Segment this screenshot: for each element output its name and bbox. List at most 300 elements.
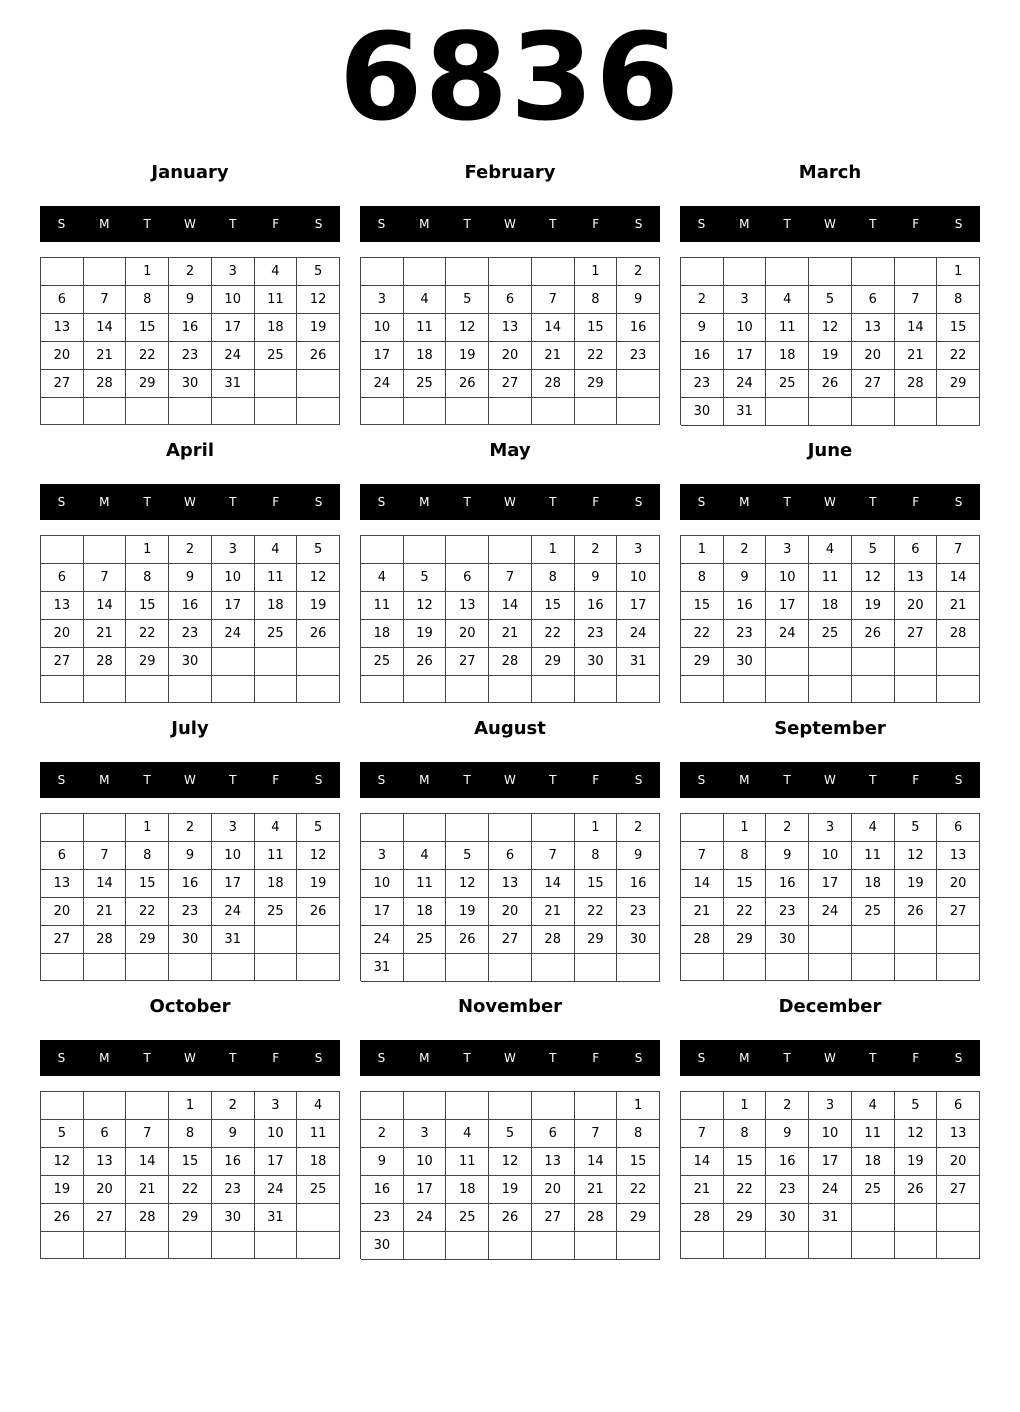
day-cell: 27 bbox=[937, 1176, 980, 1204]
weekday-label: T bbox=[783, 1051, 791, 1065]
day-cell: 27 bbox=[41, 926, 84, 954]
day-cell: 17 bbox=[361, 898, 404, 926]
weekday-header bbox=[40, 206, 340, 242]
weekday-label: S bbox=[634, 495, 643, 509]
day-cell: 6 bbox=[489, 842, 532, 870]
day-cell: 22 bbox=[169, 1176, 212, 1204]
day-cell: 14 bbox=[489, 592, 532, 620]
empty-cell bbox=[809, 926, 852, 954]
day-cell: 5 bbox=[809, 286, 852, 314]
weekday-label: S bbox=[314, 495, 323, 509]
weekday-label: T bbox=[549, 217, 557, 231]
day-cell: 5 bbox=[852, 536, 895, 564]
day-cell: 3 bbox=[212, 258, 255, 286]
empty-cell bbox=[84, 536, 127, 564]
day-cell: 23 bbox=[681, 370, 724, 398]
weekday-label: W bbox=[504, 217, 516, 231]
empty-cell bbox=[681, 1092, 724, 1120]
weekday-label: M bbox=[419, 773, 430, 787]
day-grid bbox=[40, 257, 340, 425]
day-cell: 25 bbox=[404, 926, 447, 954]
day-cell: 2 bbox=[681, 286, 724, 314]
empty-cell bbox=[126, 398, 169, 425]
day-cell: 25 bbox=[446, 1204, 489, 1232]
day-cell: 1 bbox=[126, 258, 169, 286]
day-cell: 9 bbox=[169, 842, 212, 870]
day-cell: 8 bbox=[617, 1120, 660, 1148]
weekday-label: F bbox=[592, 1051, 600, 1065]
day-cell: 3 bbox=[724, 286, 767, 314]
day-cell: 20 bbox=[532, 1176, 575, 1204]
day-cell: 8 bbox=[575, 286, 618, 314]
day-cell: 9 bbox=[766, 1120, 809, 1148]
day-cell: 15 bbox=[169, 1148, 212, 1176]
empty-cell bbox=[41, 1232, 84, 1259]
day-cell: 12 bbox=[852, 564, 895, 592]
day-cell: 10 bbox=[212, 564, 255, 592]
day-cell: 15 bbox=[681, 592, 724, 620]
empty-cell bbox=[809, 676, 852, 703]
empty-cell bbox=[489, 1232, 532, 1260]
weekday-label: T bbox=[783, 495, 791, 509]
day-cell: 28 bbox=[681, 926, 724, 954]
day-cell: 30 bbox=[169, 926, 212, 954]
day-cell: 21 bbox=[84, 342, 127, 370]
empty-cell bbox=[852, 926, 895, 954]
day-cell: 27 bbox=[489, 926, 532, 954]
day-cell: 9 bbox=[212, 1120, 255, 1148]
empty-cell bbox=[617, 676, 660, 703]
empty-cell bbox=[937, 1204, 980, 1232]
weekday-label: W bbox=[504, 773, 516, 787]
day-cell: 25 bbox=[809, 620, 852, 648]
day-cell: 19 bbox=[895, 1148, 938, 1176]
weekday-label: F bbox=[592, 773, 600, 787]
day-cell: 9 bbox=[361, 1148, 404, 1176]
weekday-label: T bbox=[143, 773, 151, 787]
weekday-label: T bbox=[463, 495, 471, 509]
day-cell: 21 bbox=[532, 898, 575, 926]
empty-cell bbox=[489, 536, 532, 564]
day-cell: 24 bbox=[255, 1176, 298, 1204]
day-cell: 1 bbox=[937, 258, 980, 286]
day-cell: 22 bbox=[532, 620, 575, 648]
empty-cell bbox=[255, 1232, 298, 1259]
weekday-label: M bbox=[739, 773, 750, 787]
day-cell: 20 bbox=[41, 898, 84, 926]
empty-cell bbox=[169, 1232, 212, 1259]
day-cell: 13 bbox=[937, 1120, 980, 1148]
weekday-label: S bbox=[57, 773, 66, 787]
empty-cell bbox=[404, 1232, 447, 1260]
day-cell: 28 bbox=[937, 620, 980, 648]
day-cell: 3 bbox=[617, 536, 660, 564]
weekday-label: T bbox=[229, 1051, 237, 1065]
day-cell: 29 bbox=[126, 370, 169, 398]
empty-cell bbox=[446, 954, 489, 982]
weekday-label: S bbox=[314, 1051, 323, 1065]
day-cell: 25 bbox=[404, 370, 447, 398]
day-cell: 5 bbox=[446, 286, 489, 314]
day-cell: 18 bbox=[852, 1148, 895, 1176]
empty-cell bbox=[404, 954, 447, 982]
weekday-label: F bbox=[592, 217, 600, 231]
day-cell: 28 bbox=[532, 370, 575, 398]
day-cell: 29 bbox=[126, 926, 169, 954]
weekday-label: F bbox=[272, 217, 280, 231]
empty-cell bbox=[937, 676, 980, 703]
day-cell: 20 bbox=[489, 342, 532, 370]
weekday-label: M bbox=[99, 1051, 110, 1065]
weekday-label: S bbox=[57, 495, 66, 509]
day-cell: 21 bbox=[489, 620, 532, 648]
day-cell: 31 bbox=[617, 648, 660, 676]
day-cell: 24 bbox=[617, 620, 660, 648]
empty-cell bbox=[297, 1232, 340, 1259]
empty-cell bbox=[937, 398, 980, 426]
weekday-label: S bbox=[377, 217, 386, 231]
day-cell: 27 bbox=[532, 1204, 575, 1232]
weekday-label: T bbox=[869, 1051, 877, 1065]
day-cell: 18 bbox=[446, 1176, 489, 1204]
weekday-header bbox=[680, 206, 980, 242]
day-cell: 4 bbox=[766, 286, 809, 314]
day-cell: 29 bbox=[532, 648, 575, 676]
day-cell: 2 bbox=[169, 814, 212, 842]
day-cell: 21 bbox=[575, 1176, 618, 1204]
weekday-label: M bbox=[739, 495, 750, 509]
empty-cell bbox=[489, 1092, 532, 1120]
day-cell: 16 bbox=[766, 870, 809, 898]
day-cell: 8 bbox=[724, 1120, 767, 1148]
day-cell: 21 bbox=[937, 592, 980, 620]
empty-cell bbox=[297, 648, 340, 676]
empty-cell bbox=[255, 954, 298, 981]
day-cell: 13 bbox=[895, 564, 938, 592]
empty-cell bbox=[446, 814, 489, 842]
day-cell: 8 bbox=[126, 842, 169, 870]
day-cell: 6 bbox=[41, 286, 84, 314]
day-cell: 8 bbox=[724, 842, 767, 870]
day-cell: 4 bbox=[361, 564, 404, 592]
weekday-label: T bbox=[869, 773, 877, 787]
day-cell: 5 bbox=[297, 258, 340, 286]
day-cell: 30 bbox=[766, 926, 809, 954]
day-grid bbox=[680, 257, 980, 425]
day-cell: 27 bbox=[937, 898, 980, 926]
day-cell: 15 bbox=[724, 870, 767, 898]
day-cell: 21 bbox=[681, 898, 724, 926]
weekday-label: S bbox=[377, 773, 386, 787]
day-cell: 9 bbox=[724, 564, 767, 592]
day-cell: 11 bbox=[404, 314, 447, 342]
weekday-label: T bbox=[143, 1051, 151, 1065]
day-cell: 6 bbox=[84, 1120, 127, 1148]
weekday-label: S bbox=[697, 773, 706, 787]
day-cell: 10 bbox=[361, 314, 404, 342]
day-cell: 25 bbox=[255, 620, 298, 648]
day-cell: 27 bbox=[852, 370, 895, 398]
day-cell: 18 bbox=[404, 898, 447, 926]
weekday-label: W bbox=[184, 217, 196, 231]
weekday-label: F bbox=[272, 773, 280, 787]
empty-cell bbox=[41, 676, 84, 703]
empty-cell bbox=[255, 370, 298, 398]
day-cell: 11 bbox=[809, 564, 852, 592]
day-cell: 2 bbox=[575, 536, 618, 564]
weekday-label: S bbox=[377, 1051, 386, 1065]
empty-cell bbox=[852, 258, 895, 286]
day-cell: 17 bbox=[212, 592, 255, 620]
empty-cell bbox=[84, 258, 127, 286]
day-cell: 20 bbox=[446, 620, 489, 648]
empty-cell bbox=[766, 954, 809, 981]
day-cell: 27 bbox=[41, 648, 84, 676]
empty-cell bbox=[446, 536, 489, 564]
day-cell: 26 bbox=[297, 898, 340, 926]
weekday-label: W bbox=[824, 495, 836, 509]
day-cell: 26 bbox=[895, 1176, 938, 1204]
empty-cell bbox=[809, 954, 852, 981]
weekday-label: F bbox=[592, 495, 600, 509]
day-cell: 24 bbox=[361, 926, 404, 954]
day-grid bbox=[40, 1091, 340, 1259]
day-cell: 24 bbox=[809, 898, 852, 926]
day-cell: 10 bbox=[212, 842, 255, 870]
day-cell: 9 bbox=[617, 842, 660, 870]
empty-cell bbox=[617, 370, 660, 398]
empty-cell bbox=[575, 676, 618, 703]
day-cell: 19 bbox=[41, 1176, 84, 1204]
weekday-label: S bbox=[954, 495, 963, 509]
day-cell: 24 bbox=[212, 342, 255, 370]
day-cell: 16 bbox=[575, 592, 618, 620]
day-cell: 21 bbox=[532, 342, 575, 370]
day-cell: 14 bbox=[575, 1148, 618, 1176]
day-cell: 3 bbox=[361, 842, 404, 870]
day-cell: 12 bbox=[297, 286, 340, 314]
day-cell: 5 bbox=[489, 1120, 532, 1148]
day-grid bbox=[40, 813, 340, 981]
day-cell: 4 bbox=[404, 286, 447, 314]
empty-cell bbox=[212, 1232, 255, 1259]
day-cell: 28 bbox=[575, 1204, 618, 1232]
day-grid bbox=[360, 535, 660, 703]
day-cell: 29 bbox=[937, 370, 980, 398]
day-cell: 22 bbox=[937, 342, 980, 370]
empty-cell bbox=[532, 1092, 575, 1120]
day-cell: 16 bbox=[617, 314, 660, 342]
day-cell: 4 bbox=[255, 258, 298, 286]
weekday-label: F bbox=[272, 1051, 280, 1065]
day-cell: 7 bbox=[489, 564, 532, 592]
day-cell: 10 bbox=[766, 564, 809, 592]
empty-cell bbox=[532, 954, 575, 982]
day-cell: 12 bbox=[446, 314, 489, 342]
day-cell: 19 bbox=[809, 342, 852, 370]
empty-cell bbox=[766, 1232, 809, 1259]
day-cell: 27 bbox=[895, 620, 938, 648]
day-cell: 13 bbox=[852, 314, 895, 342]
day-cell: 7 bbox=[895, 286, 938, 314]
day-cell: 2 bbox=[724, 536, 767, 564]
empty-cell bbox=[852, 398, 895, 426]
month-name: September bbox=[774, 718, 886, 739]
weekday-label: W bbox=[504, 495, 516, 509]
day-cell: 20 bbox=[41, 620, 84, 648]
day-cell: 26 bbox=[446, 370, 489, 398]
weekday-label: T bbox=[549, 1051, 557, 1065]
day-cell: 2 bbox=[617, 258, 660, 286]
day-cell: 12 bbox=[297, 842, 340, 870]
empty-cell bbox=[532, 1232, 575, 1260]
day-cell: 11 bbox=[255, 286, 298, 314]
day-cell: 6 bbox=[446, 564, 489, 592]
empty-cell bbox=[895, 1204, 938, 1232]
day-cell: 26 bbox=[297, 620, 340, 648]
day-cell: 30 bbox=[361, 1232, 404, 1260]
day-cell: 28 bbox=[681, 1204, 724, 1232]
day-cell: 10 bbox=[724, 314, 767, 342]
day-cell: 6 bbox=[895, 536, 938, 564]
day-cell: 24 bbox=[809, 1176, 852, 1204]
weekday-label: M bbox=[99, 217, 110, 231]
empty-cell bbox=[446, 258, 489, 286]
weekday-label: W bbox=[504, 1051, 516, 1065]
day-cell: 10 bbox=[212, 286, 255, 314]
empty-cell bbox=[809, 398, 852, 426]
day-cell: 25 bbox=[297, 1176, 340, 1204]
day-cell: 5 bbox=[297, 536, 340, 564]
weekday-header bbox=[40, 762, 340, 798]
day-cell: 22 bbox=[126, 898, 169, 926]
weekday-label: S bbox=[697, 1051, 706, 1065]
day-cell: 29 bbox=[724, 1204, 767, 1232]
empty-cell bbox=[404, 398, 447, 425]
day-grid bbox=[680, 1091, 980, 1259]
day-cell: 19 bbox=[489, 1176, 532, 1204]
weekday-label: T bbox=[143, 495, 151, 509]
day-cell: 22 bbox=[724, 1176, 767, 1204]
day-cell: 6 bbox=[852, 286, 895, 314]
weekday-header bbox=[680, 762, 980, 798]
day-cell: 29 bbox=[126, 648, 169, 676]
day-cell: 4 bbox=[446, 1120, 489, 1148]
weekday-header bbox=[680, 1040, 980, 1076]
day-cell: 13 bbox=[489, 314, 532, 342]
month-name: January bbox=[151, 162, 229, 183]
weekday-header bbox=[360, 762, 660, 798]
day-cell: 5 bbox=[895, 1092, 938, 1120]
day-cell: 14 bbox=[532, 314, 575, 342]
day-cell: 31 bbox=[212, 370, 255, 398]
day-cell: 10 bbox=[809, 1120, 852, 1148]
empty-cell bbox=[852, 648, 895, 676]
day-cell: 13 bbox=[84, 1148, 127, 1176]
empty-cell bbox=[126, 954, 169, 981]
empty-cell bbox=[809, 1232, 852, 1259]
day-cell: 1 bbox=[617, 1092, 660, 1120]
day-cell: 23 bbox=[169, 898, 212, 926]
weekday-label: S bbox=[634, 217, 643, 231]
weekday-label: S bbox=[954, 773, 963, 787]
empty-cell bbox=[532, 814, 575, 842]
day-cell: 7 bbox=[126, 1120, 169, 1148]
day-cell: 12 bbox=[446, 870, 489, 898]
day-grid bbox=[680, 813, 980, 981]
day-cell: 9 bbox=[766, 842, 809, 870]
day-cell: 29 bbox=[575, 370, 618, 398]
day-cell: 8 bbox=[575, 842, 618, 870]
day-cell: 11 bbox=[297, 1120, 340, 1148]
day-cell: 17 bbox=[361, 342, 404, 370]
empty-cell bbox=[446, 398, 489, 425]
day-cell: 15 bbox=[126, 314, 169, 342]
day-cell: 22 bbox=[126, 342, 169, 370]
day-cell: 5 bbox=[404, 564, 447, 592]
weekday-label: M bbox=[739, 1051, 750, 1065]
empty-cell bbox=[724, 676, 767, 703]
day-cell: 2 bbox=[169, 536, 212, 564]
day-cell: 31 bbox=[724, 398, 767, 426]
day-cell: 23 bbox=[617, 342, 660, 370]
weekday-label: T bbox=[869, 495, 877, 509]
day-cell: 18 bbox=[297, 1148, 340, 1176]
day-cell: 20 bbox=[84, 1176, 127, 1204]
empty-cell bbox=[84, 954, 127, 981]
month-name: December bbox=[778, 996, 882, 1017]
day-cell: 27 bbox=[446, 648, 489, 676]
empty-cell bbox=[361, 676, 404, 703]
day-cell: 10 bbox=[617, 564, 660, 592]
day-cell: 3 bbox=[361, 286, 404, 314]
day-cell: 17 bbox=[809, 870, 852, 898]
weekday-label: T bbox=[143, 217, 151, 231]
weekday-label: T bbox=[229, 217, 237, 231]
weekday-header bbox=[360, 484, 660, 520]
day-cell: 22 bbox=[575, 342, 618, 370]
empty-cell bbox=[169, 676, 212, 703]
day-cell: 14 bbox=[895, 314, 938, 342]
empty-cell bbox=[169, 954, 212, 981]
day-cell: 13 bbox=[446, 592, 489, 620]
day-cell: 19 bbox=[895, 870, 938, 898]
empty-cell bbox=[575, 1232, 618, 1260]
day-cell: 30 bbox=[766, 1204, 809, 1232]
empty-cell bbox=[937, 926, 980, 954]
empty-cell bbox=[297, 370, 340, 398]
weekday-label: T bbox=[783, 217, 791, 231]
empty-cell bbox=[126, 676, 169, 703]
day-cell: 18 bbox=[404, 342, 447, 370]
day-cell: 9 bbox=[617, 286, 660, 314]
empty-cell bbox=[361, 814, 404, 842]
day-cell: 22 bbox=[126, 620, 169, 648]
empty-cell bbox=[297, 954, 340, 981]
empty-cell bbox=[84, 398, 127, 425]
month-name: November bbox=[457, 996, 563, 1017]
weekday-label: T bbox=[229, 495, 237, 509]
weekday-label: S bbox=[57, 217, 66, 231]
empty-cell bbox=[852, 1232, 895, 1259]
day-cell: 10 bbox=[361, 870, 404, 898]
empty-cell bbox=[489, 398, 532, 425]
day-cell: 31 bbox=[212, 926, 255, 954]
day-cell: 19 bbox=[297, 314, 340, 342]
weekday-label: S bbox=[954, 1051, 963, 1065]
day-cell: 24 bbox=[766, 620, 809, 648]
month-name: October bbox=[149, 996, 231, 1017]
